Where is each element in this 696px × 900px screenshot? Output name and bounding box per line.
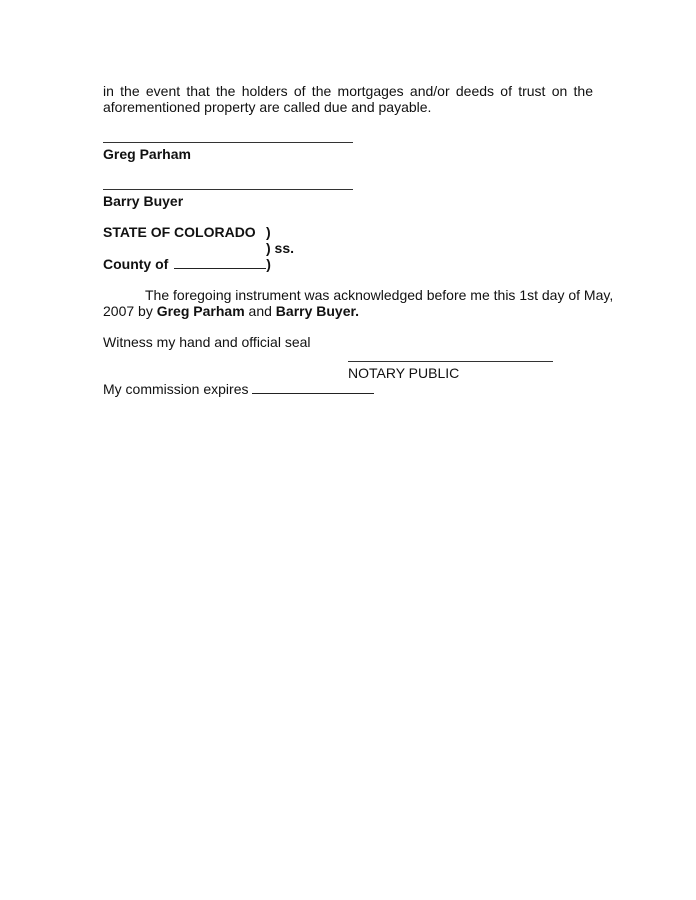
county-line	[103, 256, 271, 272]
acknowledgment-line-2	[103, 303, 359, 319]
witness-text: Witness my hand and official seal	[103, 334, 311, 350]
notary-label: NOTARY PUBLIC	[348, 365, 460, 381]
paragraph-line-2: aforementioned property are called due and payable.	[103, 99, 432, 115]
state-paren: )	[266, 224, 271, 240]
county-label: County of	[103, 256, 169, 272]
state-label: STATE OF COLORADO	[103, 224, 256, 240]
commission-label: My commission expires	[103, 381, 249, 397]
ss-label: ) ss.	[266, 240, 295, 256]
county-blank	[174, 256, 266, 269]
ack-name-1: Greg Parham	[156, 303, 245, 319]
signer-name-2: Barry Buyer	[103, 193, 184, 209]
ack-name-2: Barry Buyer.	[275, 303, 360, 319]
ack-and: and	[248, 303, 272, 319]
paragraph-line-1: in the event that the holders of the mortgages and/or deeds of trust on the	[103, 83, 593, 99]
county-paren: )	[266, 256, 271, 272]
acknowledgment-line-1: The foregoing instrument was acknowledged before me this 1st day of May,	[145, 287, 614, 303]
signature-line-1	[103, 142, 353, 143]
ack-year-by: 2007 by	[103, 303, 153, 319]
signer-name-1: Greg Parham	[103, 146, 191, 162]
commission-blank	[252, 381, 374, 394]
notary-signature-line	[348, 361, 553, 362]
signature-line-2	[103, 189, 353, 190]
commission-line	[103, 381, 374, 397]
